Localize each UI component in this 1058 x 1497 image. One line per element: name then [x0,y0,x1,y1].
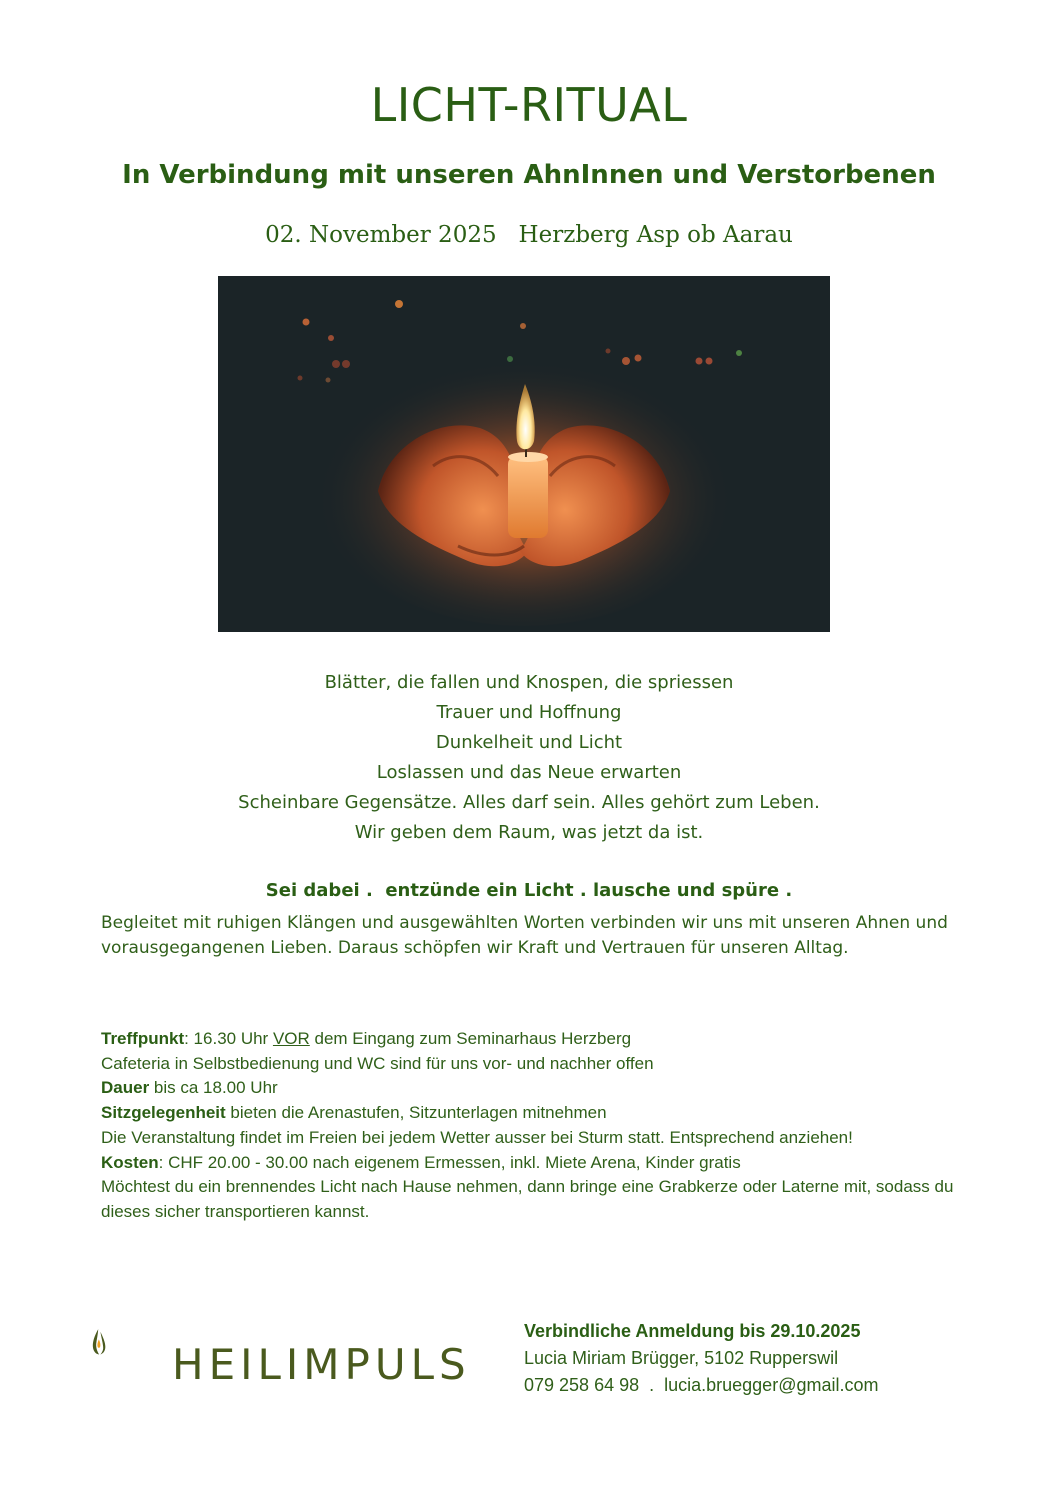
contact-block [524,1318,1024,1399]
lantern-line: Möchtest du ein brennendes Licht nach Hause nehmen, dann bringe eine Grabkerze oder Laterne mit, sodass du dieses sicher transportieren kannst. [101,1177,954,1221]
meeting-line [101,1027,981,1052]
contact-phone-email[interactable]: 079 258 64 98 . lucia.bruegger@gmail.com [524,1375,879,1395]
candle-hands-photo [218,276,830,632]
contact-name: Lucia Miriam Brügger, 5102 Rupperswil [524,1348,839,1368]
cost-label: Kosten [101,1152,159,1172]
duration-label: Dauer [101,1078,150,1098]
meeting-time: : 16.30 Uhr [184,1029,273,1048]
poem-line: Dunkelheit und Licht [435,732,623,753]
poem-line: Blätter, die fallen und Knospen, die spriessen [324,672,734,693]
heilimpuls-logo-icon [92,1282,172,1402]
meeting-rest: dem Eingang zum Seminarhaus Herzberg [309,1029,632,1048]
date-location-line [0,222,1058,248]
poem [0,668,1058,848]
seating-label: Sitzgelegenheit [101,1103,226,1123]
poem-line: Wir geben dem Raum, was jetzt da ist. [354,822,704,843]
event-location: Herzberg Asp ob Aarau [518,222,793,248]
logo-wordmark: HEILIMPULS [172,1340,471,1389]
cost-line [101,1151,981,1176]
registration-deadline: Verbindliche Anmeldung bis 29.10.2025 [524,1321,861,1341]
page-title: LICHT-RITUAL [370,78,688,132]
weather-line: Die Veranstaltung findet im Freien bei jedem Wetter ausser bei Sturm statt. Entsprechend anziehen! [101,1127,853,1147]
cafeteria-line: Cafeteria in Selbstbedienung und WC sind für uns vor- und nachher offen [101,1053,654,1073]
duration-text: bis ca 18.00 Uhr [149,1078,278,1098]
subtitle: In Verbindung mit unseren AhnInnen und Verstorbenen [122,160,936,190]
poem-line: Trauer und Hoffnung [436,702,622,723]
poem-line: Scheinbare Gegensätze. Alles darf sein. Alles gehört zum Leben. [238,792,820,813]
seating-text: bieten die Arenastufen, Sitzunterlagen mitnehmen [225,1103,607,1123]
candle [508,456,548,538]
poem-line: Loslassen und das Neue erwarten [376,762,682,783]
event-info [101,1027,981,1225]
call-to-action: Sei dabei . entzünde ein Licht . lausche und spüre . [265,880,793,901]
intro-paragraph: Begleitet mit ruhigen Klängen und ausgewählten Worten verbinden wir uns mit unseren Ahnen und vorausgegangenen Lieben. Daraus schöpfen wir Kraft und Vertrauen für unseren Alltag. [101,913,948,958]
seating-line [101,1101,981,1126]
meeting-emphasis: VOR [272,1029,310,1048]
cost-text: : CHF 20.00 - 30.00 nach eigenem Ermessen, inkl. Miete Arena, Kinder gratis [158,1152,741,1172]
duration-line [101,1076,981,1101]
meeting-label: Treffpunkt [101,1029,185,1048]
event-date: 02. November 2025 [265,222,497,248]
